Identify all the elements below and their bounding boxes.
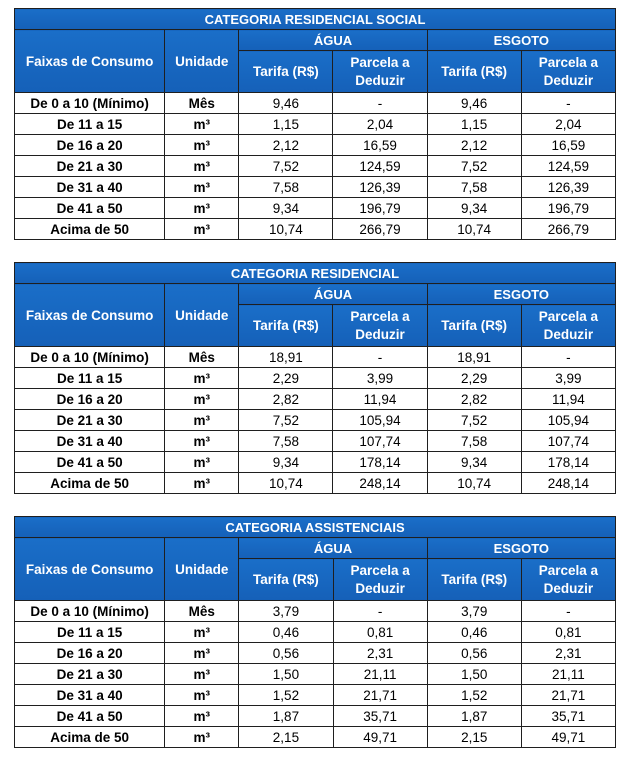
table-row	[15, 368, 616, 389]
cell-faixa: De 21 a 30	[15, 156, 165, 177]
cell-agua-tarifa: 1,87	[239, 706, 333, 727]
cell-agua-tarifa: 2,15	[239, 727, 333, 748]
cell-agua-tarifa: 1,52	[239, 685, 333, 706]
header-esgoto: ESGOTO	[427, 538, 615, 559]
cell-esgoto-parcela: -	[521, 93, 615, 114]
cell-faixa: De 0 a 10 (Mínimo)	[15, 93, 165, 114]
cell-faixa: De 41 a 50	[15, 706, 165, 727]
cell-esgoto-parcela: 21,71	[521, 685, 615, 706]
cell-unidade: Mês	[165, 601, 239, 622]
table-row	[15, 156, 616, 177]
header-unidade: Unidade	[165, 284, 239, 347]
cell-faixa: De 41 a 50	[15, 198, 165, 219]
cell-faixa: Acima de 50	[15, 727, 165, 748]
cell-agua-tarifa: 2,82	[239, 389, 333, 410]
cell-esgoto-tarifa: 2,82	[427, 389, 521, 410]
cell-esgoto-tarifa: 0,46	[427, 622, 521, 643]
header-faixas: Faixas de Consumo	[15, 30, 165, 93]
cell-agua-parcela: -	[333, 601, 427, 622]
table-title: CATEGORIA RESIDENCIAL SOCIAL	[15, 9, 616, 30]
cell-unidade: m³	[165, 622, 239, 643]
cell-unidade: Mês	[165, 347, 239, 368]
cell-unidade: m³	[165, 410, 239, 431]
cell-faixa: De 31 a 40	[15, 177, 165, 198]
header-esgoto: ESGOTO	[427, 30, 615, 51]
cell-agua-tarifa: 9,34	[239, 198, 333, 219]
cell-unidade: m³	[165, 473, 239, 494]
cell-unidade: m³	[165, 452, 239, 473]
cell-esgoto-parcela: 3,99	[521, 368, 615, 389]
table-row	[15, 622, 616, 643]
cell-faixa: Acima de 50	[15, 219, 165, 240]
tariff-table-grid	[14, 262, 616, 494]
cell-faixa: De 21 a 30	[15, 664, 165, 685]
cell-esgoto-parcela: 105,94	[521, 410, 615, 431]
cell-esgoto-parcela: 16,59	[521, 135, 615, 156]
header-agua: ÁGUA	[239, 538, 427, 559]
header-agua: ÁGUA	[239, 284, 427, 305]
cell-unidade: m³	[165, 114, 239, 135]
tariff-table-grid	[14, 516, 616, 748]
cell-agua-parcela: 49,71	[333, 727, 427, 748]
cell-esgoto-parcela: 49,71	[521, 727, 615, 748]
header-agua: ÁGUA	[239, 30, 427, 51]
cell-faixa: De 11 a 15	[15, 622, 165, 643]
cell-esgoto-tarifa: 1,15	[427, 114, 521, 135]
header-agua-tarifa: Tarifa (R$)	[239, 559, 333, 601]
cell-esgoto-tarifa: 1,87	[427, 706, 521, 727]
cell-unidade: m³	[165, 685, 239, 706]
header-faixas: Faixas de Consumo	[15, 284, 165, 347]
header-agua-tarifa: Tarifa (R$)	[239, 305, 333, 347]
cell-esgoto-parcela: 178,14	[521, 452, 615, 473]
table-row	[15, 685, 616, 706]
header-faixas: Faixas de Consumo	[15, 538, 165, 601]
cell-faixa: De 16 a 20	[15, 389, 165, 410]
cell-esgoto-parcela: 11,94	[521, 389, 615, 410]
table-row	[15, 601, 616, 622]
table-row	[15, 198, 616, 219]
cell-agua-parcela: 0,81	[333, 622, 427, 643]
cell-agua-tarifa: 18,91	[239, 347, 333, 368]
table-row	[15, 114, 616, 135]
cell-unidade: m³	[165, 135, 239, 156]
cell-agua-tarifa: 3,79	[239, 601, 333, 622]
cell-esgoto-parcela: 21,11	[521, 664, 615, 685]
cell-esgoto-parcela: 2,31	[521, 643, 615, 664]
cell-esgoto-parcela: 126,39	[521, 177, 615, 198]
cell-agua-parcela: 266,79	[333, 219, 427, 240]
header-agua-parcela: Parcela a Deduzir	[333, 559, 427, 601]
cell-esgoto-tarifa: 2,12	[427, 135, 521, 156]
cell-agua-parcela: 35,71	[333, 706, 427, 727]
table-row	[15, 347, 616, 368]
cell-agua-tarifa: 9,34	[239, 452, 333, 473]
cell-esgoto-tarifa: 7,52	[427, 410, 521, 431]
cell-unidade: m³	[165, 706, 239, 727]
table-row	[15, 389, 616, 410]
cell-esgoto-parcela: 0,81	[521, 622, 615, 643]
header-esgoto-tarifa: Tarifa (R$)	[427, 305, 521, 347]
cell-esgoto-tarifa: 3,79	[427, 601, 521, 622]
cell-unidade: m³	[165, 389, 239, 410]
header-esgoto-parcela: Parcela a Deduzir	[521, 51, 615, 93]
header-esgoto-tarifa: Tarifa (R$)	[427, 559, 521, 601]
cell-unidade: m³	[165, 177, 239, 198]
cell-faixa: De 16 a 20	[15, 643, 165, 664]
header-esgoto-tarifa: Tarifa (R$)	[427, 51, 521, 93]
cell-unidade: m³	[165, 219, 239, 240]
cell-esgoto-parcela: 196,79	[521, 198, 615, 219]
cell-agua-parcela: 124,59	[333, 156, 427, 177]
cell-esgoto-tarifa: 7,58	[427, 177, 521, 198]
cell-esgoto-tarifa: 7,58	[427, 431, 521, 452]
table-title: CATEGORIA RESIDENCIAL	[15, 263, 616, 284]
cell-agua-tarifa: 10,74	[239, 473, 333, 494]
cell-esgoto-parcela: 35,71	[521, 706, 615, 727]
header-agua-parcela: Parcela a Deduzir	[333, 305, 427, 347]
cell-agua-tarifa: 7,58	[239, 431, 333, 452]
cell-unidade: Mês	[165, 93, 239, 114]
cell-unidade: m³	[165, 727, 239, 748]
cell-esgoto-tarifa: 18,91	[427, 347, 521, 368]
cell-unidade: m³	[165, 431, 239, 452]
header-unidade: Unidade	[165, 30, 239, 93]
cell-agua-parcela: 21,11	[333, 664, 427, 685]
cell-unidade: m³	[165, 156, 239, 177]
cell-esgoto-tarifa: 9,34	[427, 198, 521, 219]
table-row	[15, 727, 616, 748]
tariff-table	[14, 516, 616, 748]
cell-agua-parcela: 3,99	[333, 368, 427, 389]
cell-agua-tarifa: 2,12	[239, 135, 333, 156]
cell-faixa: De 16 a 20	[15, 135, 165, 156]
cell-agua-parcela: 105,94	[333, 410, 427, 431]
table-title: CATEGORIA ASSISTENCIAIS	[15, 517, 616, 538]
cell-esgoto-tarifa: 1,50	[427, 664, 521, 685]
cell-agua-parcela: 126,39	[333, 177, 427, 198]
cell-unidade: m³	[165, 198, 239, 219]
tariff-table-grid	[14, 8, 616, 240]
cell-agua-parcela: -	[333, 93, 427, 114]
table-row	[15, 664, 616, 685]
cell-esgoto-tarifa: 10,74	[427, 219, 521, 240]
cell-agua-tarifa: 1,15	[239, 114, 333, 135]
table-row	[15, 135, 616, 156]
cell-esgoto-parcela: 266,79	[521, 219, 615, 240]
cell-esgoto-tarifa: 1,52	[427, 685, 521, 706]
cell-agua-tarifa: 9,46	[239, 93, 333, 114]
table-row	[15, 219, 616, 240]
header-esgoto-parcela: Parcela a Deduzir	[521, 559, 615, 601]
cell-agua-tarifa: 0,56	[239, 643, 333, 664]
header-agua-parcela: Parcela a Deduzir	[333, 51, 427, 93]
cell-agua-parcela: 2,04	[333, 114, 427, 135]
cell-faixa: De 41 a 50	[15, 452, 165, 473]
cell-esgoto-tarifa: 2,15	[427, 727, 521, 748]
cell-faixa: De 0 a 10 (Mínimo)	[15, 601, 165, 622]
cell-faixa: De 11 a 15	[15, 114, 165, 135]
cell-faixa: De 11 a 15	[15, 368, 165, 389]
table-row	[15, 410, 616, 431]
cell-agua-parcela: -	[333, 347, 427, 368]
cell-esgoto-tarifa: 7,52	[427, 156, 521, 177]
cell-esgoto-tarifa: 2,29	[427, 368, 521, 389]
cell-esgoto-parcela: -	[521, 347, 615, 368]
cell-unidade: m³	[165, 368, 239, 389]
cell-unidade: m³	[165, 643, 239, 664]
cell-agua-tarifa: 7,52	[239, 410, 333, 431]
cell-agua-parcela: 16,59	[333, 135, 427, 156]
table-row	[15, 431, 616, 452]
cell-agua-tarifa: 10,74	[239, 219, 333, 240]
cell-agua-parcela: 21,71	[333, 685, 427, 706]
table-row	[15, 177, 616, 198]
cell-agua-parcela: 2,31	[333, 643, 427, 664]
cell-agua-tarifa: 7,58	[239, 177, 333, 198]
cell-faixa: De 0 a 10 (Mínimo)	[15, 347, 165, 368]
tariff-table	[14, 8, 616, 240]
cell-agua-parcela: 178,14	[333, 452, 427, 473]
table-row	[15, 452, 616, 473]
table-row	[15, 93, 616, 114]
header-agua-tarifa: Tarifa (R$)	[239, 51, 333, 93]
header-unidade: Unidade	[165, 538, 239, 601]
cell-esgoto-parcela: 2,04	[521, 114, 615, 135]
cell-esgoto-tarifa: 9,46	[427, 93, 521, 114]
tariff-table	[14, 262, 616, 494]
cell-faixa: Acima de 50	[15, 473, 165, 494]
cell-agua-parcela: 248,14	[333, 473, 427, 494]
table-row	[15, 706, 616, 727]
table-row	[15, 643, 616, 664]
header-esgoto: ESGOTO	[427, 284, 615, 305]
cell-agua-parcela: 107,74	[333, 431, 427, 452]
cell-unidade: m³	[165, 664, 239, 685]
cell-agua-tarifa: 0,46	[239, 622, 333, 643]
cell-agua-tarifa: 2,29	[239, 368, 333, 389]
cell-esgoto-parcela: 107,74	[521, 431, 615, 452]
header-esgoto-parcela: Parcela a Deduzir	[521, 305, 615, 347]
cell-agua-parcela: 11,94	[333, 389, 427, 410]
cell-agua-tarifa: 7,52	[239, 156, 333, 177]
cell-faixa: De 21 a 30	[15, 410, 165, 431]
cell-esgoto-parcela: -	[521, 601, 615, 622]
cell-esgoto-parcela: 124,59	[521, 156, 615, 177]
cell-esgoto-tarifa: 10,74	[427, 473, 521, 494]
cell-faixa: De 31 a 40	[15, 431, 165, 452]
cell-esgoto-tarifa: 9,34	[427, 452, 521, 473]
cell-agua-parcela: 196,79	[333, 198, 427, 219]
cell-agua-tarifa: 1,50	[239, 664, 333, 685]
cell-esgoto-tarifa: 0,56	[427, 643, 521, 664]
cell-faixa: De 31 a 40	[15, 685, 165, 706]
table-row	[15, 473, 616, 494]
cell-esgoto-parcela: 248,14	[521, 473, 615, 494]
